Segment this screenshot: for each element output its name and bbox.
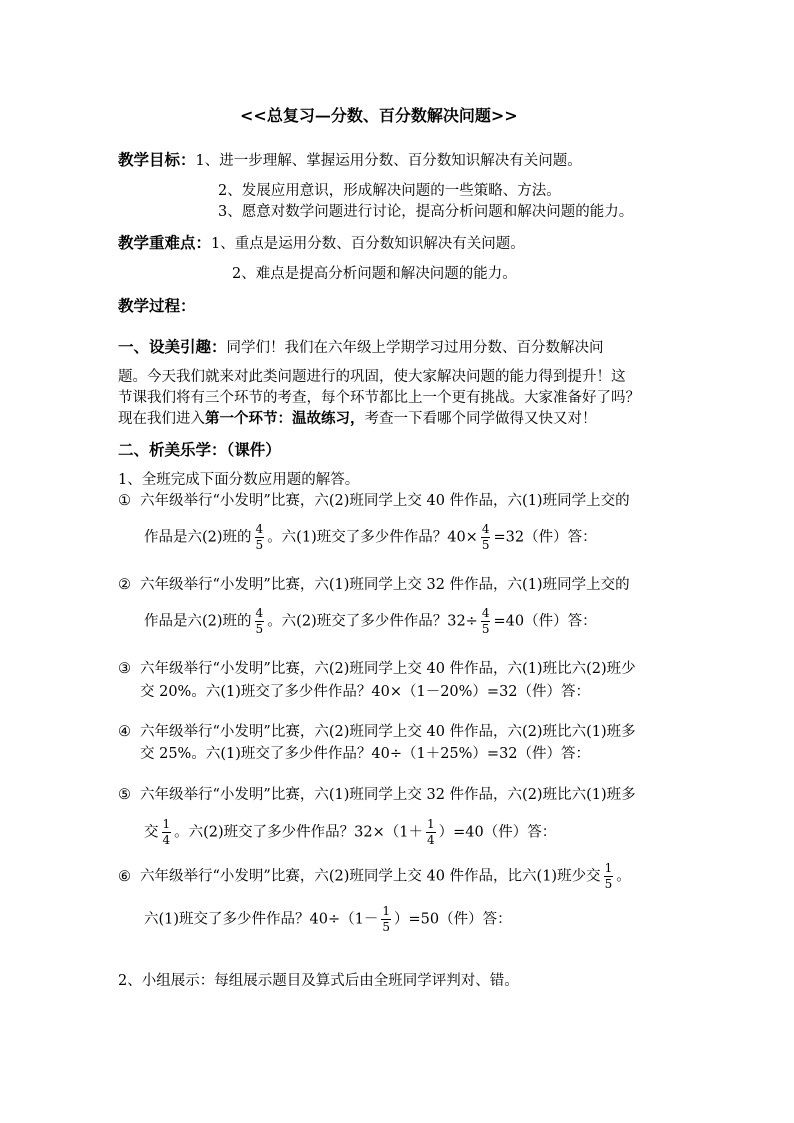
problem-5-line-1 xyxy=(118,785,636,805)
problem-6-line-2 xyxy=(144,904,512,935)
problem-2-line-1 xyxy=(118,575,630,595)
fraction xyxy=(481,606,491,637)
problem-1-text-1: 六年级举行“小发明”比赛，六(2)班同学上交 40 件作品，六(1)班同学上交的 xyxy=(140,493,630,509)
fraction-numerator: 1 xyxy=(162,817,171,831)
problem-3-text-1: 六年级举行“小发明”比赛，六(2)班同学上交 40 件作品，六(1)班比六(2)班少 xyxy=(140,661,636,677)
problem-4-text-1: 六年级举行“小发明”比赛，六(2)班同学上交 40 件作品，六(2)班比六(1)班多 xyxy=(140,724,636,740)
problem-6-text-1-end: 。 xyxy=(616,868,631,885)
problem-6-text-2a: 六(1)班交了多少件作品？40÷（1－ xyxy=(144,911,379,928)
fraction xyxy=(162,817,172,848)
problem-1-line-1 xyxy=(118,491,630,511)
problem-5-text-2a: 交 xyxy=(144,824,159,841)
problem-1-text-2b: 。六(1)班交了多少件作品？40× xyxy=(267,529,478,546)
fraction xyxy=(381,904,391,935)
fraction xyxy=(426,817,436,848)
problem-4-text-2: 交 25%。六(1)班交了多少件作品？40÷（1＋25%）=32（件）答： xyxy=(140,746,591,762)
section1-text-2: 题。今天我们就来对此类问题进行的巩固，使大家解决问题的能力得到提升！这 xyxy=(118,369,626,385)
fraction-denominator: 5 xyxy=(255,622,264,636)
problem-6-text-2c: ）=50（件）答： xyxy=(394,911,512,928)
fraction-denominator: 5 xyxy=(604,877,613,891)
section2-item-2: 2、小组展示：每组展示题目及算式后由全班同学评判对、错。 xyxy=(118,973,519,989)
keypoints-line-1 xyxy=(118,233,525,254)
keypoints-label: 教学重难点： xyxy=(118,233,212,252)
problem-6-line-1 xyxy=(118,861,631,892)
section1-line-1 xyxy=(118,337,604,358)
goals-line-1 xyxy=(118,150,582,171)
fraction-denominator: 5 xyxy=(481,538,490,552)
section1-text-1: 同学们！我们在六年级上学期学习过用分数、百分数解决问 xyxy=(226,340,604,356)
fraction-denominator: 5 xyxy=(481,622,490,636)
problem-4-line-1 xyxy=(118,722,636,742)
goal-item-3: 3、愿意对数学问题进行讨论，提高分析问题和解决问题的能力。 xyxy=(218,204,634,220)
fraction-numerator: 1 xyxy=(427,817,435,831)
problem-2-number: ② xyxy=(118,577,131,593)
problem-3-line-1 xyxy=(118,659,636,679)
problem-1-text-2a: 作品是六(2)班的 xyxy=(144,529,252,546)
problem-2-text-2c: =40（件）答： xyxy=(493,613,597,630)
fraction-numerator: 1 xyxy=(382,904,391,918)
section1-line-4 xyxy=(118,409,597,429)
keypoint-item-2: 2、难点是提高分析问题和解决问题的能力。 xyxy=(232,266,517,282)
keypoint-item-1: 1、重点是运用分数、百分数知识解决有关问题。 xyxy=(211,236,525,252)
section1-text-4a: 现在我们进入 xyxy=(118,411,205,427)
goals-label: 教学目标： xyxy=(118,150,196,169)
problem-2-text-2a: 作品是六(2)班的 xyxy=(144,613,252,630)
problem-5-line-2 xyxy=(144,817,556,848)
fraction xyxy=(604,861,614,892)
problem-3-number: ③ xyxy=(118,661,131,677)
section1-text-4b: 第一个环节：温故练习， xyxy=(205,410,365,427)
problem-5-number: ⑤ xyxy=(118,787,131,803)
problem-1-text-2c: =32（件）答： xyxy=(493,529,597,546)
section2-heading: 二、析美乐学：（课件） xyxy=(118,440,281,459)
fraction xyxy=(255,522,265,553)
problem-6-text-1: 六年级举行“小发明”比赛，六(2)班同学上交 40 件作品，比六(1)班少交 xyxy=(140,868,601,885)
page-title: <<总复习—分数、百分数解决问题>> xyxy=(240,106,518,125)
fraction-numerator: 4 xyxy=(481,522,490,536)
fraction-denominator: 4 xyxy=(162,833,171,847)
section1-heading: 一、设美引趣： xyxy=(118,337,227,356)
fraction-denominator: 4 xyxy=(427,833,435,847)
goal-item-2: 2、发展应用意识，形成解决问题的一些策略、方法。 xyxy=(218,183,561,199)
section1-text-3: 节课我们将有三个环节的考查，每个环节都比上一个更有挑战。大家准备好了吗？ xyxy=(118,390,640,406)
fraction-denominator: 5 xyxy=(255,538,264,552)
section2-intro: 1、全班完成下面分数应用题的解答。 xyxy=(118,472,360,488)
fraction-denominator: 5 xyxy=(382,920,391,934)
problem-5-text-2b: 。六(2)班交了多少件作品？32×（1＋ xyxy=(174,824,424,841)
fraction-numerator: 4 xyxy=(481,606,490,620)
problem-2-text-2b: 。六(2)班交了多少件作品？32÷ xyxy=(267,613,478,630)
fraction-numerator: 4 xyxy=(255,522,264,536)
fraction xyxy=(255,606,265,637)
fraction xyxy=(481,522,491,553)
problem-2-text-1: 六年级举行“小发明”比赛，六(1)班同学上交 32 件作品，六(1)班同学上交的 xyxy=(140,577,630,593)
problem-5-text-2c: ）=40（件）答： xyxy=(438,824,557,841)
problem-4-number: ④ xyxy=(118,724,131,740)
problem-6-number: ⑥ xyxy=(118,868,131,885)
fraction-numerator: 1 xyxy=(604,861,613,875)
process-label: 教学过程： xyxy=(118,296,196,315)
fraction-numerator: 4 xyxy=(255,606,264,620)
problem-5-text-1: 六年级举行“小发明”比赛，六(1)班同学上交 32 件作品，六(2)班比六(1)班多 xyxy=(140,787,636,803)
problem-2-line-2 xyxy=(144,606,597,637)
problem-1-line-2 xyxy=(144,522,597,553)
section1-text-4c: 考查一下看哪个同学做得又快又对！ xyxy=(364,411,597,427)
goal-item-1: 1、进一步理解、掌握运用分数、百分数知识解决有关问题。 xyxy=(195,153,582,169)
problem-1-number: ① xyxy=(118,493,131,509)
problem-3-text-2: 交 20%。六(1)班交了多少件作品？40×（1－20%）=32（件）答： xyxy=(140,684,591,700)
